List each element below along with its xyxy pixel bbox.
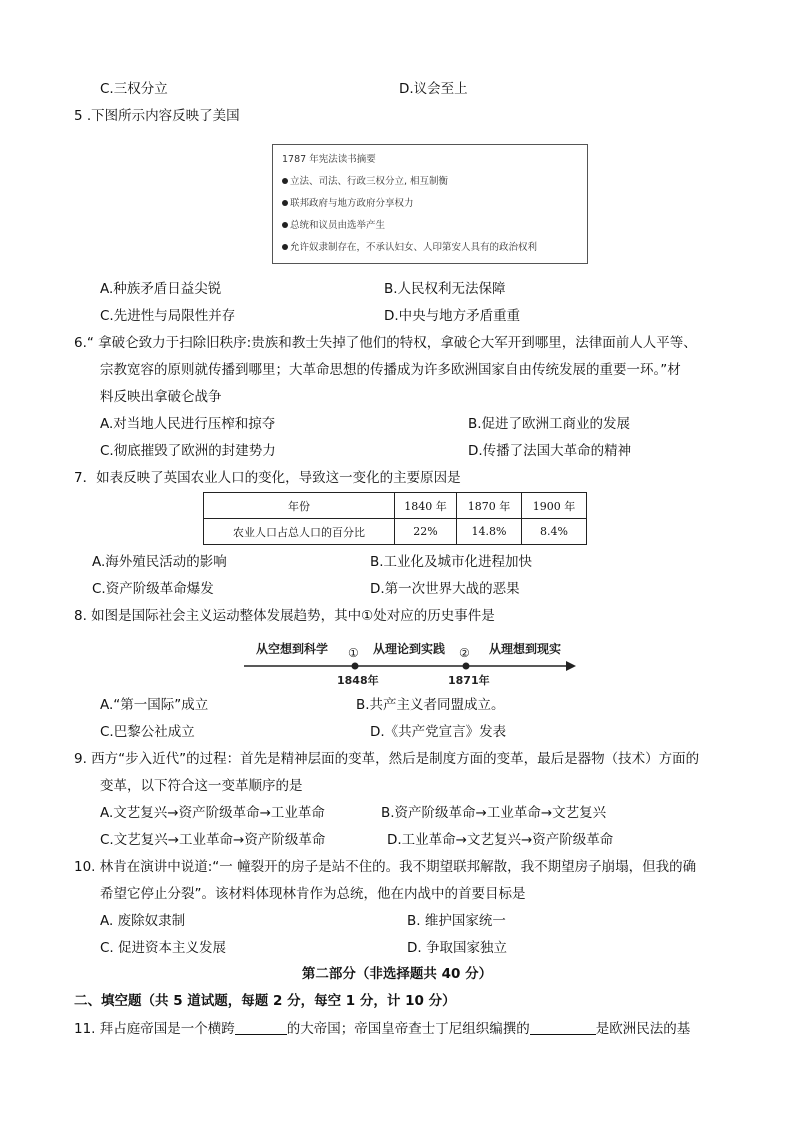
q5-option-c: C.先进性与局限性并存 [100,308,236,324]
q9-option-b: B.资产阶级革命→工业革命→文艺复兴 [381,805,607,821]
q9-option-d: D.工业革命→文艺复兴→资产阶级革命 [387,832,614,848]
q10-option-c: C. 促进资本主义发展 [100,940,227,956]
q10-option-a: A. 废除奴隶制 [100,913,186,929]
socialism-timeline [240,636,580,692]
timeline-point [463,663,470,670]
q9-option-c: C.文艺复兴→工业革命→资产阶级革命 [100,832,326,848]
q6-option-c: C.彻底摧毁了欧洲的封建势力 [100,443,276,459]
segment-label: 从理论到实践 [373,642,446,656]
fill-blank[interactable] [530,1020,596,1035]
q7-option-c: C.资产阶级革命爆发 [92,581,214,597]
table-cell: 8.4% [522,519,587,545]
q7-option-a: A.海外殖民活动的影响 [92,554,227,570]
table-header-cell: 1870 年 [457,493,522,519]
part2-title: 第二部分（非选择题共 40 分） [301,966,493,982]
year-label: 1848年 [337,674,379,687]
q8-option-d: D.《共产党宣言》发表 [370,724,507,740]
q5-option-a: A.种族矛盾日益尖锐 [100,281,222,297]
q7-option-d: D.第一次世界大战的恶果 [370,581,520,597]
q6-line2: 宗教宽容的原则就传播到哪里；大革命思想的传播成为许多欧洲国家自由传统发展的重要一环。”材 [100,362,681,378]
table-header-cell: 1900 年 [522,493,587,519]
marker-1: ① [348,646,359,660]
q7-option-b: B.工业化及城市化进程加快 [370,554,533,570]
q9-option-a: A.文艺复兴→资产阶级革命→工业革命 [100,805,325,821]
arrow-head-icon [566,661,576,671]
q8-option-a: A.“第一国际”成立 [100,697,209,713]
table-cell: 农业人口占总人口的百分比 [204,519,395,545]
box-item: 联邦政府与地方政府分享权力 [282,198,414,210]
table-cell: 14.8% [457,519,522,545]
q4-option-d: D.议会至上 [399,81,468,97]
q5-option-d: D.中央与地方矛盾重重 [384,308,521,324]
q6-line1: 6.“ 拿破仑致力于扫除旧秩序:贵族和教士失掉了他们的特权，拿破仑大军开到哪里，法律面前人人平等、 [74,335,697,351]
q6-option-d: D.传播了法国大革命的精神 [468,443,632,459]
table-cell: 22% [395,519,457,545]
q6-line3: 料反映出拿破仑战争 [100,389,222,405]
table-header-cell: 1840 年 [395,493,457,519]
agri-population-table [203,492,587,545]
q5-option-b: B.人民权利无法保障 [384,281,506,297]
fill-blank[interactable] [235,1020,287,1035]
timeline-point [352,663,359,670]
bullet-icon [282,222,288,228]
bullet-icon [282,200,288,206]
table-row [204,493,587,519]
box-item: 立法、司法、行政三权分立, 相互制衡 [282,176,448,188]
q8-option-c: C.巴黎公社成立 [100,724,195,740]
box-item: 允许奴隶制存在，不承认妇女、人印第安人具有的政治权利 [282,242,537,254]
table-header-cell: 年份 [204,493,395,519]
q11-line: 11. 拜占庭帝国是一个横跨 的大帝国；帝国皇帝查士丁尼组织编撰的 是欧洲民法的基 [74,1021,691,1037]
bullet-icon [282,178,288,184]
q10-line1: 10. 林肯在演讲中说道:“一 幢裂开的房子是站不住的。我不期望联邦解散，我不期望房子崩塌，但我的确 [74,859,697,875]
q7-stem: 7．如表反映了英国农业人口的变化，导致这一变化的主要原因是 [74,470,461,486]
marker-2: ② [459,646,470,660]
q10-line2: 希望它停止分裂”。该材料体现林肯作为总统，他在内战中的首要目标是 [100,886,526,902]
bullet-icon [282,244,288,250]
q9-line2: 变革，以下符合这一变革顺序的是 [100,778,303,794]
segment-label: 从理想到现实 [489,642,562,656]
section2-title: 二、填空题（共 5 道试题，每题 2 分，每空 1 分，计 10 分） [74,993,456,1009]
q4-option-c: C.三权分立 [100,81,168,97]
q6-option-a: A.对当地人民进行压榨和掠夺 [100,416,276,432]
q8-option-b: B.共产主义者同盟成立。 [356,697,505,713]
q6-option-b: B.促进了欧洲工商业的发展 [468,416,631,432]
segment-label: 从空想到科学 [256,642,329,656]
table-row [204,519,587,545]
q10-option-b: B. 维护国家统一 [407,913,506,929]
q5-stem: 5 .下图所示内容反映了美国 [74,108,240,124]
q10-option-d: D. 争取国家独立 [407,940,507,956]
q8-stem: 8. 如图是国际社会主义运动整体发展趋势，其中①处对应的历史事件是 [74,608,495,624]
box-item: 总统和议员由选举产生 [282,220,385,232]
year-label: 1871年 [448,674,490,687]
q9-line1: 9. 西方“步入近代”的过程：首先是精神层面的变革，然后是制度方面的变革，最后是器物（技术）方面的 [74,751,700,767]
constitution-summary-box [272,144,588,264]
box-title: 1787 年宪法读书摘要 [282,154,376,165]
